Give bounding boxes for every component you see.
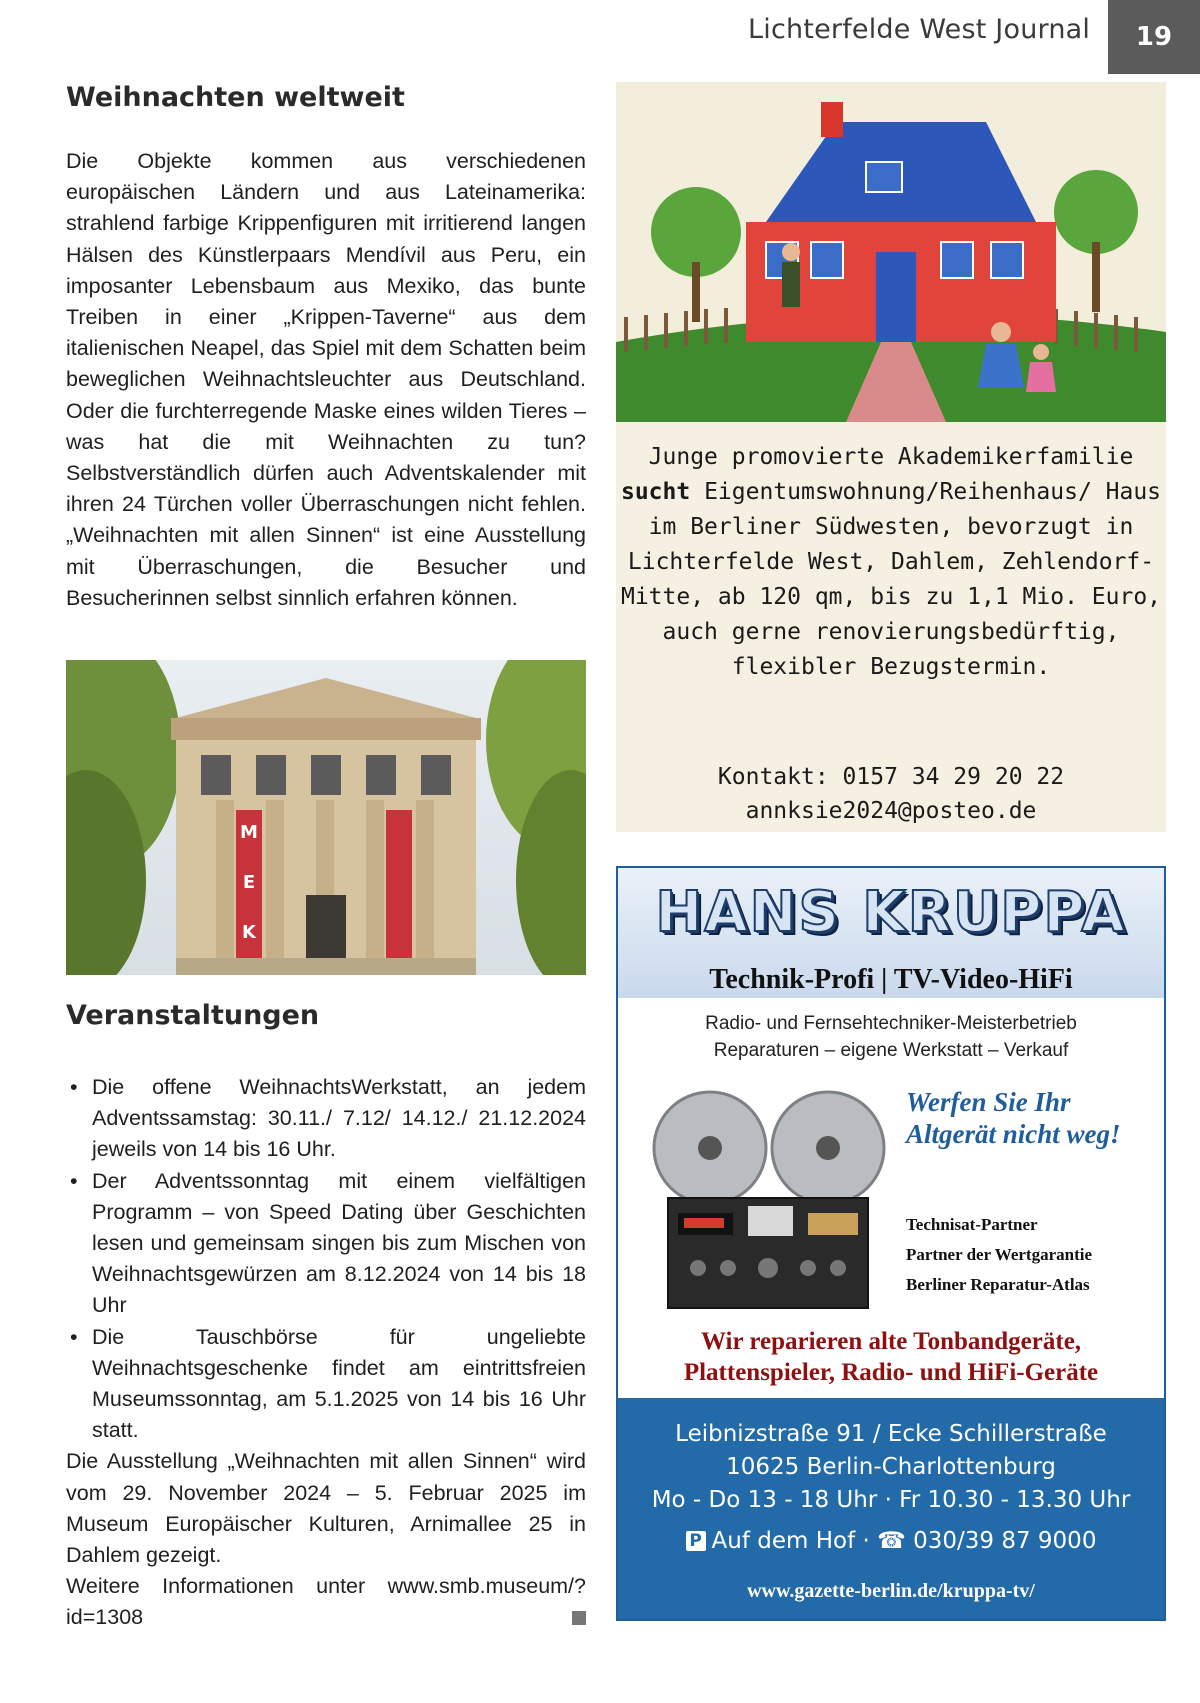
more-info (66, 1571, 586, 1633)
events-section (66, 1072, 586, 1634)
kruppa-subtitle (618, 1010, 1164, 1064)
list-item: • Die Tauschbörse für ungeliebte Weihnachtsgeschenke findet am eintrittsfreien Museumssonntag, am 5.1.2025 von 14 bis 16 Uhr statt. (66, 1322, 586, 1447)
more-info-text: Weitere Informationen unter www.smb.museum/?id=1308 (66, 1574, 586, 1630)
list-item: • Die offene WeihnachtsWerkstatt, an jedem Adventssamstag: 30.11./ 7.12/ 14.12./ 21.12.2024 jeweils von 14 bis 16 Uhr. (66, 1072, 586, 1166)
journal-title: Lichterfelde West Journal (748, 14, 1091, 45)
kruppa-address-band (618, 1398, 1164, 1619)
kruppa-ad (616, 866, 1166, 1621)
events-list (66, 1072, 586, 1446)
article-paragraph-text: Die Objekte kommen aus verschiedenen europäischen Ländern und aus Lateinamerika: strahlend farbige Krippenfiguren mit irritierend langen Hälsen des Künstlerpaars Mendívil aus Peru, ein imposanter Lebensbaum aus Mexiko, das bunte Treiben in einer „Krippen-Taverne“ aus dem italienischen Neapel, das Spiel mit dem Schatten beim beweglichen Weihnachtsleuchter aus Deutschland. Oder die furchterregende Maske eines wilden Tieres – was hat die mit Weihnachten zu tun? Selbstverständlich dürfen auch Adventskalender mit ihren 24 Türchen voller Überraschungen nicht fehlen. „Weihnachten mit allen Sinnen“ ist eine Ausstellung mit Überraschungen, die Besucher und Besucherinnen selbst sinnlich erfahren können. (66, 149, 586, 610)
reel-to-reel-recorder-image (648, 1088, 888, 1318)
house-drawing-image (616, 82, 1166, 422)
family-classified-ad (616, 82, 1166, 832)
family-ad-contact (616, 760, 1166, 828)
family-ad-phone: Kontakt: 0157 34 29 20 22 (717, 764, 1065, 790)
kruppa-partners (906, 1210, 1156, 1300)
article-heading: Weihnachten weltweit (66, 82, 405, 113)
list-item: • Der Adventssonntag mit einem vielfältigen Programm – von Speed Dating über Geschichten lesen und gemeinsam singen bis zum Mischen von Weihnachtsgewürzen am 8.12.2024 von 14 bis 18 Uhr (66, 1166, 586, 1322)
family-ad-highlight: sucht (620, 479, 691, 505)
address-street: Leibnizstraße 91 / Ecke Schillerstraße (675, 1421, 1107, 1447)
kruppa-address (618, 1418, 1164, 1517)
article-paragraph (66, 146, 586, 614)
banner-letter-k: K (242, 922, 256, 943)
exhibition-closing: Die Ausstellung „Weihnachten mit allen Sinnen“ wird vom 29. November 2024 – 5. Februar 2025 im Museum Europäischer Kulturen, Arnimallee 25 in Dahlem gezeigt. (66, 1449, 586, 1568)
phone-number[interactable]: 030/39 87 9000 (913, 1528, 1097, 1554)
kruppa-brand-logo: HANS KRUPPA (655, 880, 1127, 945)
partner-item: Partner der Wertgarantie (906, 1245, 1093, 1264)
opening-hours: Mo - Do 13 - 18 Uhr · Fr 10.30 - 13.30 Uhr (651, 1487, 1131, 1513)
kruppa-subtitle-line: Reparaturen – eigene Werkstatt – Verkauf (713, 1040, 1069, 1061)
family-ad-lead: Junge promovierte Akademikerfamilie (648, 444, 1134, 470)
family-ad-email[interactable]: annksie2024@posteo.de (745, 798, 1037, 824)
parking-text: Auf dem Hof (711, 1528, 856, 1554)
page-number: 19 (1108, 0, 1200, 74)
museum-photo (66, 660, 586, 975)
events-heading: Veranstaltungen (66, 1000, 320, 1031)
kruppa-slogan: Werfen Sie Ihr Altgerät nicht weg! (906, 1087, 1121, 1149)
banner-letter-m: M (240, 822, 258, 843)
parking-icon: P (686, 1531, 706, 1551)
address-city: 10625 Berlin-Charlottenburg (726, 1454, 1056, 1480)
kruppa-subtitle-line: Radio- und Fernsehtechniker-Meisterbetrieb (705, 1013, 1077, 1034)
partner-item: Berliner Reparatur-Atlas (906, 1275, 1090, 1294)
kruppa-repair-statement (618, 1326, 1164, 1388)
museum-building-image (66, 660, 586, 975)
repair-line: Plattenspieler, Radio- und HiFi-Geräte (683, 1359, 1099, 1386)
end-mark-icon (572, 1611, 586, 1625)
family-ad-text (616, 440, 1166, 685)
partner-item: Technisat-Partner (906, 1215, 1038, 1234)
repair-line: Wir reparieren alte Tonbandgeräte, (700, 1328, 1082, 1355)
separator-dot: · (862, 1528, 878, 1554)
family-ad-details: Eigentumswohnung/Reihenhaus/ Haus im Berliner Südwesten, bevorzugt in Lichterfelde West, Dahlem, Zehlendorf-Mitte, ab 120 qm, bis zu 1,1 Mio. Euro, auch gerne renovierungsbedürftig, flexibler Bezugstermin. (620, 479, 1162, 680)
parking-phone-row (618, 1528, 1164, 1554)
kruppa-tagline: Technik-Profi | TV-Video-HiFi (709, 964, 1073, 995)
kruppa-website-link[interactable]: www.gazette-berlin.de/kruppa-tv/ (747, 1580, 1035, 1602)
banner-letter-e: E (242, 872, 256, 893)
phone-icon: ☎ (877, 1528, 906, 1554)
